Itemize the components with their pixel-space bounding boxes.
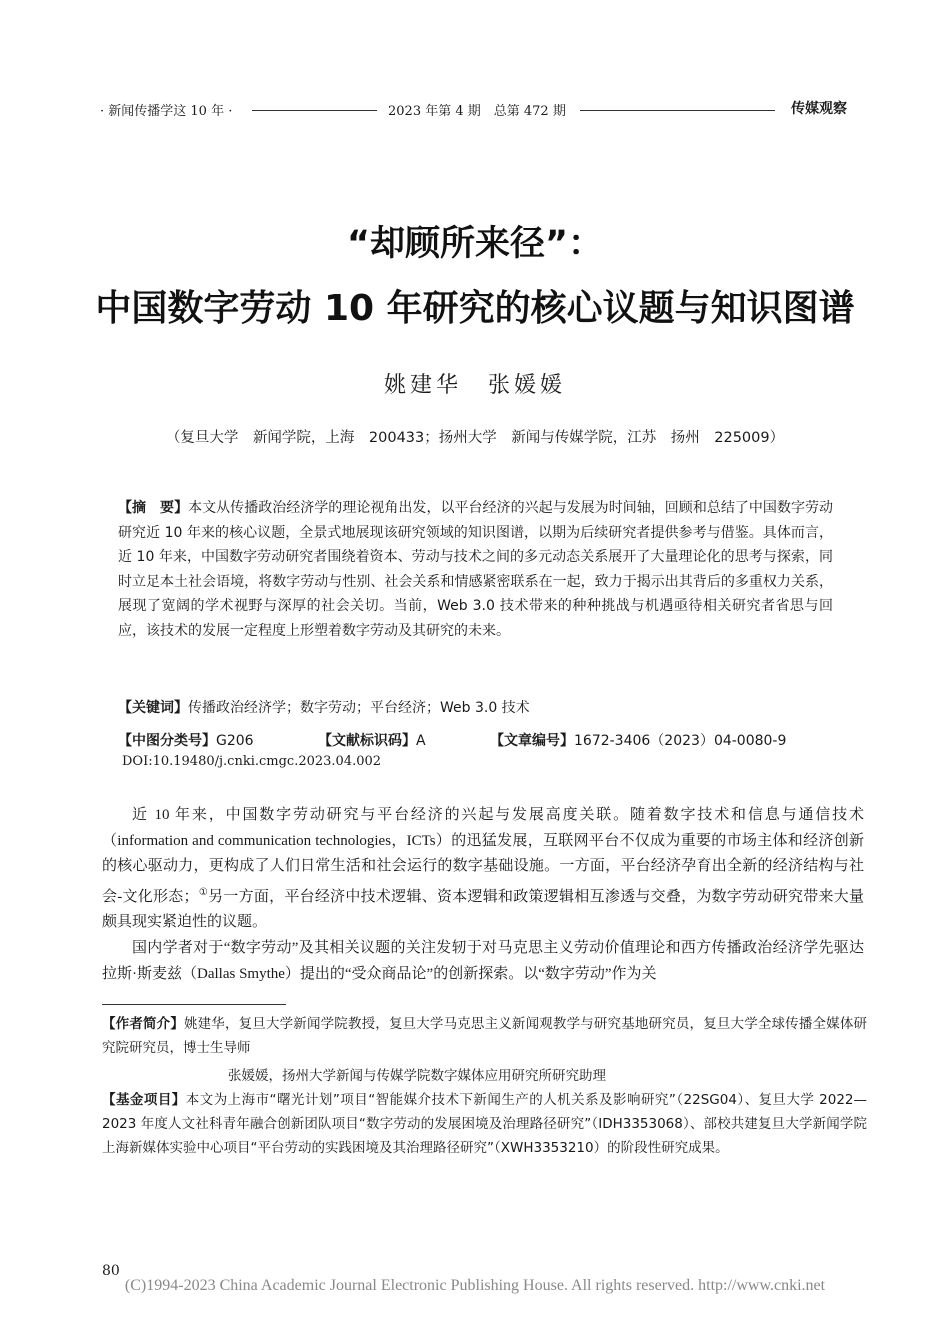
document-code [318, 730, 426, 750]
clc-number [118, 730, 254, 750]
header-rule-left [252, 110, 377, 111]
header-rule-right [580, 110, 775, 111]
author-bio-label: 【作者简介】 [102, 1016, 184, 1032]
abstract [118, 496, 833, 644]
abstract-text: 本文从传播政治经济学的理论视角出发，以平台经济的兴起与发展为时间轴，回顾和总结了中国数字劳动研究近 10 年来的核心议题，全景式地展现该研究领域的知识图谱，以期为后续研究者提供参考与借鉴。具体而言，近 10 年来，中国数字劳动研究者围绕着资本、劳动与技术之间的多元动态关系展开了大量理论化的思考与探索，同时立足本土社会语境，将数字劳动与性别、社会关系和情感紧密联系在一起，致力于揭示出其背后的多重权力关系，展现了宽阔的学术视野与深厚的社会关切。当前，Web 3.0 技术带来的种种挑战与机遇亟待相关研究者省思与回应，该技术的发展一定程度上形塑着数字劳动及其研究的未来。 [118, 500, 834, 639]
funding [102, 1088, 867, 1160]
doi: DOI:10.19480/j.cnki.cmgc.2023.04.002 [122, 754, 382, 769]
page-number: 80 [102, 1263, 120, 1279]
body-text [102, 803, 864, 987]
document-code-label: 【文献标识码】 [318, 733, 416, 749]
authors: 姚建华 张媛媛 [383, 373, 566, 398]
article-number-value: 1672-3406（2023）04-0080-9 [574, 733, 787, 749]
author-bio-1-text: 姚建华，复旦大学新闻学院教授，复旦大学马克思主义新闻观教学与研究基地研究员，复旦大学全球传播全媒体研究院研究员，博士生导师 [102, 1016, 868, 1056]
funding-text: 本文为上海市“曙光计划”项目“智能媒介技术下新闻生产的人机关系及影响研究”（22SG04）、复旦大学 2022—2023 年度人文社科青年融合创新团队项目“数字劳动的发展困境及治理路径研究”（IDH3353068）、部校共建复旦大学新闻学院上海新媒体实验中心项目“平台劳动的实践困境及其治理路径研究”（XWH3353210）的阶段性研究成果。 [102, 1092, 868, 1156]
article-title-line-2: 中国数字劳动 10 年研究的核心议题与知识图谱 [95, 288, 855, 329]
keywords-text: 传播政治经济学；数字劳动；平台经济；Web 3.0 技术 [188, 700, 530, 716]
footnote-divider [102, 1004, 286, 1005]
footnote-marker: ① [198, 886, 209, 898]
keywords [118, 697, 530, 717]
article-title-line-1: “却顾所来径”： [346, 224, 603, 264]
article-number [490, 730, 786, 750]
body-paragraph-2: 国内学者对于“数字劳动”及其相关议题的关注发轫于对马克思主义劳动价值理论和西方传播政治经济学先驱达拉斯·斯麦兹（Dallas Smythe）提出的“受众商品论”的创新探索。以“数字劳动”作为关 [102, 939, 864, 982]
header-issue: 2023 年第 4 期 总第 472 期 [388, 104, 566, 119]
header-journal-name: 传媒观察 [791, 101, 847, 117]
article-number-label: 【文章编号】 [490, 733, 574, 749]
document-code-value: A [416, 733, 426, 749]
abstract-label: 【摘 要】 [118, 500, 189, 516]
author-bio-1 [102, 1012, 867, 1060]
copyright-notice: (C)1994-2023 China Academic Journal Electronic Publishing House. All rights reserved. http://www.cnki.net [124, 1277, 826, 1294]
header-column-label: · 新闻传播学这 10 年 · [100, 104, 233, 119]
keywords-label: 【关键词】 [118, 700, 188, 716]
funding-label: 【基金项目】 [102, 1092, 186, 1108]
body-paragraph-1-part-1: 近 10 年来，中国数字劳动研究与平台经济的兴起与发展高度关联。随着数字技术和信息与通信技术（information and communication technologies，ICTs）的迅猛发展，互联网平台不仅成为重要的市场主体和经济创新的核心驱动力，更构成了人们日常生活和社会运行的数字基础设施。一方面，平台经济孕育出全新的经济结构与社会-文化形态； [102, 807, 864, 905]
body-paragraph-1 [102, 803, 864, 936]
clc-value: G206 [216, 733, 254, 749]
body-paragraph-1-part-2: 另一方面，平台经济中技术逻辑、资本逻辑和政策逻辑相互渗透与交叠，为数字劳动研究带来大量颇具现实紧迫性的议题。 [102, 888, 865, 931]
affiliation: （复旦大学 新闻学院，上海 200433；扬州大学 新闻与传媒学院，江苏 扬州 225009） [165, 430, 785, 446]
author-bio-2: 张媛媛，扬州大学新闻与传媒学院数字媒体应用研究所研究助理 [228, 1068, 606, 1084]
clc-label: 【中图分类号】 [118, 733, 216, 749]
